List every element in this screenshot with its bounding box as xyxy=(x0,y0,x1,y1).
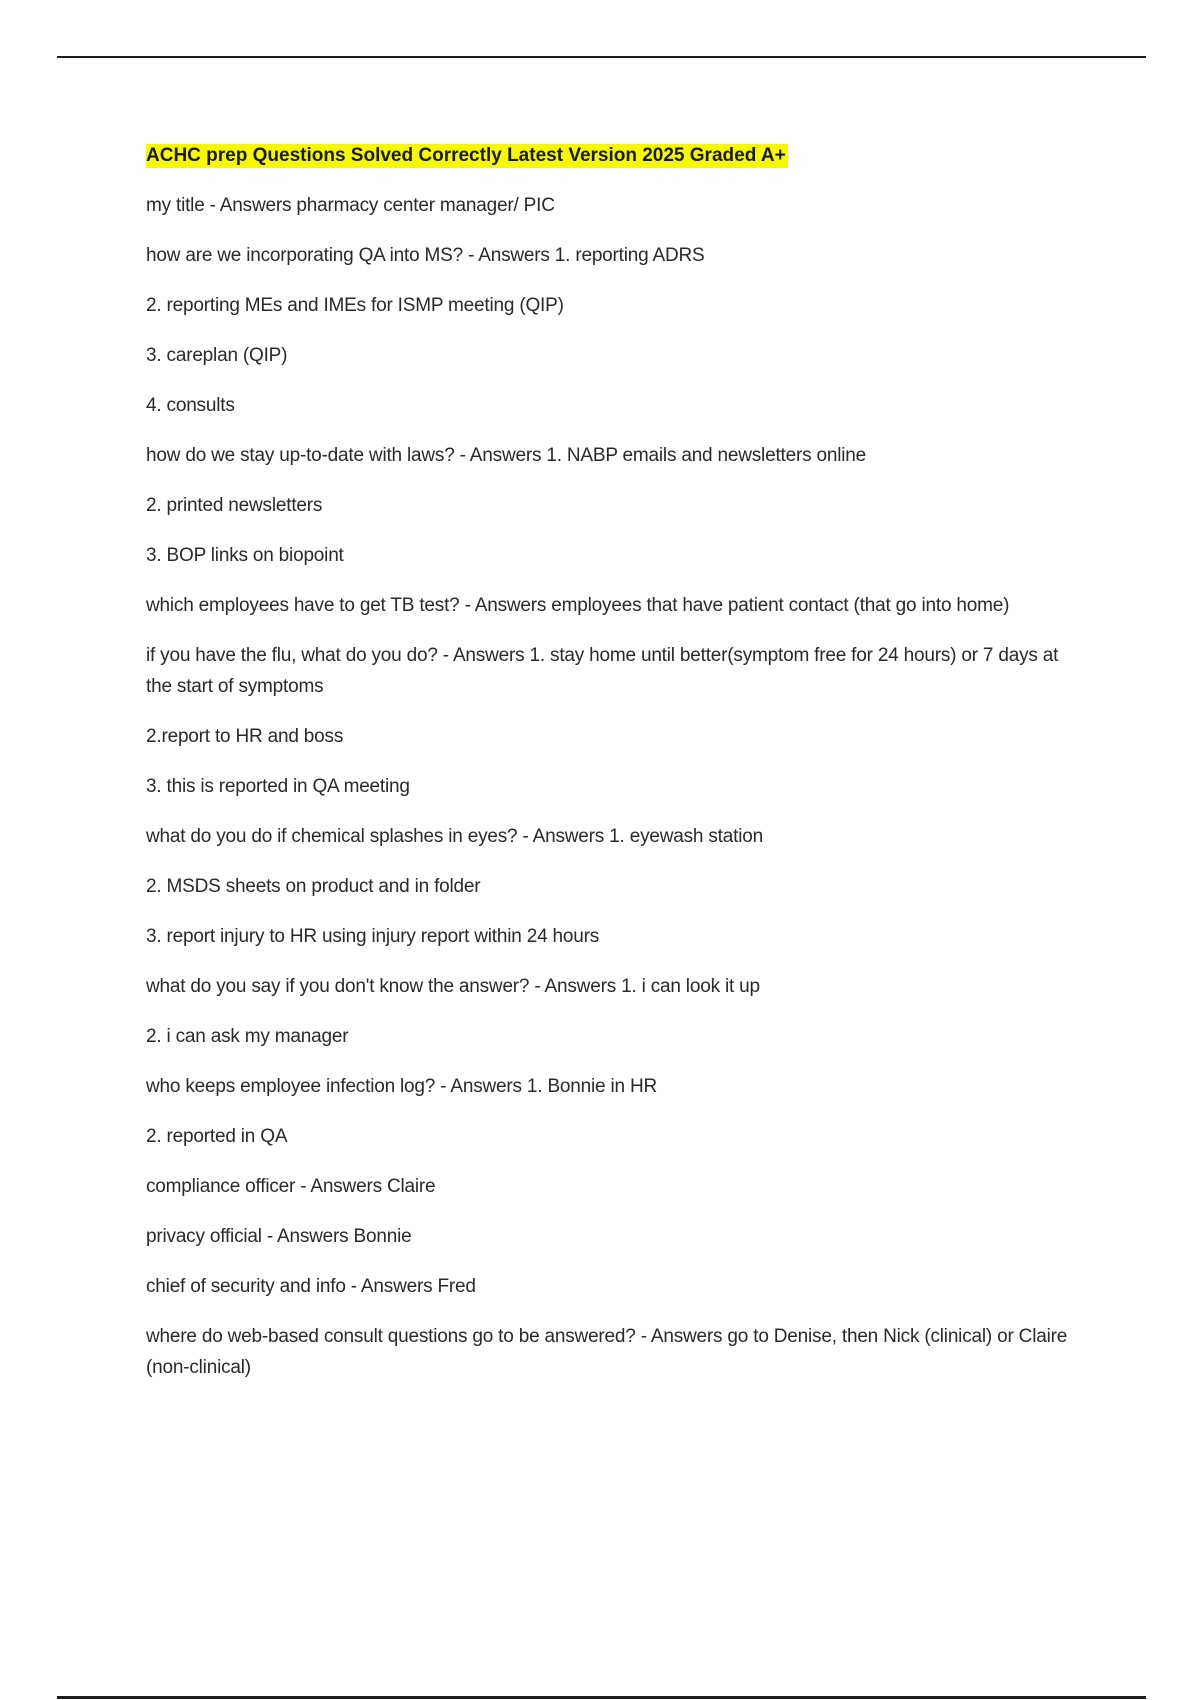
paragraph: 4. consults xyxy=(146,395,235,416)
bottom-rule xyxy=(57,1696,1146,1699)
paragraph: which employees have to get TB test? - Answers employees that have patient contact (that go into home) xyxy=(146,595,1010,616)
paragraph: my title - Answers pharmacy center manager/ PIC xyxy=(146,195,555,216)
paragraph: what do you say if you don't know the answer? - Answers 1. i can look it up xyxy=(146,976,760,997)
document-body xyxy=(146,144,1086,1402)
paragraph: 2. reporting MEs and IMEs for ISMP meeting (QIP) xyxy=(146,295,564,316)
paragraph: where do web-based consult questions go to be answered? - Answers go to Denise, then Nick (clinical) or Claire (non-clinical) xyxy=(146,1326,1068,1378)
paragraph: privacy official - Answers Bonnie xyxy=(146,1226,412,1247)
paragraph: how are we incorporating QA into MS? - Answers 1. reporting ADRS xyxy=(146,245,705,266)
paragraph: chief of security and info - Answers Fred xyxy=(146,1276,476,1297)
paragraph: who keeps employee infection log? - Answers 1. Bonnie in HR xyxy=(146,1076,657,1097)
paragraph: what do you do if chemical splashes in eyes? - Answers 1. eyewash station xyxy=(146,826,763,847)
top-rule xyxy=(57,56,1146,58)
paragraph: 3. BOP links on biopoint xyxy=(146,545,344,566)
paragraph: 3. report injury to HR using injury report within 24 hours xyxy=(146,926,600,947)
paragraph: 2. reported in QA xyxy=(146,1126,288,1147)
paragraph: how do we stay up-to-date with laws? - Answers 1. NABP emails and newsletters online xyxy=(146,445,866,466)
document-title: ACHC prep Questions Solved Correctly Latest Version 2025 Graded A+ xyxy=(146,145,786,166)
paragraph: 2. printed newsletters xyxy=(146,495,323,516)
paragraph: 3. this is reported in QA meeting xyxy=(146,776,410,797)
paragraph: 2.report to HR and boss xyxy=(146,726,344,747)
paragraph: 2. MSDS sheets on product and in folder xyxy=(146,876,481,897)
paragraph: 3. careplan (QIP) xyxy=(146,345,288,366)
paragraph: compliance officer - Answers Claire xyxy=(146,1176,436,1197)
paragraph: if you have the flu, what do you do? - Answers 1. stay home until better(symptom free for 24 hours) or 7 days at the start of symptoms xyxy=(146,645,1059,697)
paragraph: 2. i can ask my manager xyxy=(146,1026,349,1047)
